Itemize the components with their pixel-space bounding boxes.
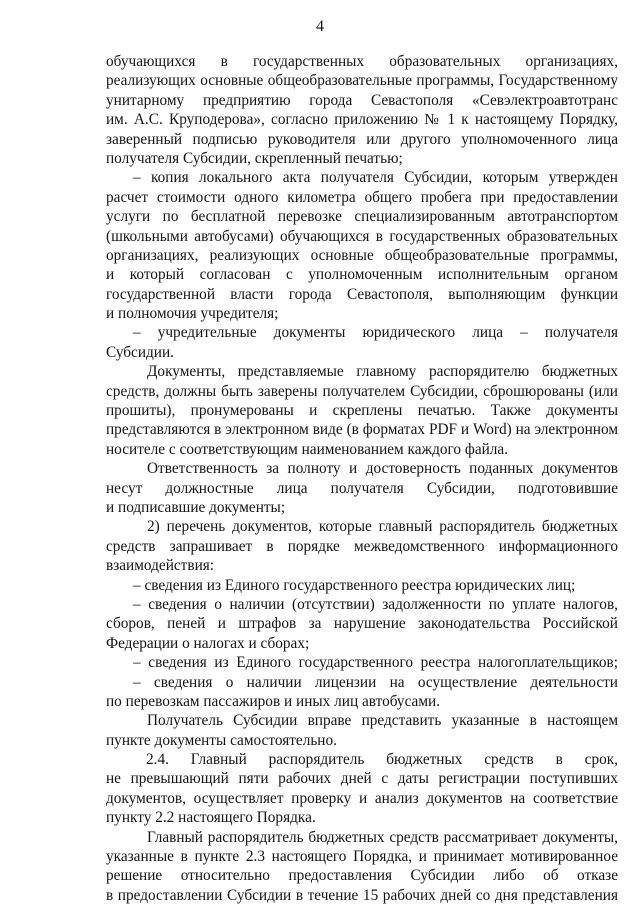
text-line: заверенный подписью руководителя или другого уполномоченного лица [106,130,618,148]
paragraph-first-line: Ответственность за полноту и достоверность поданных документов [147,460,618,478]
text-line: указанные в пункте 2.3 настоящего Порядка, и принимает мотивированное [106,848,618,866]
text-line: реализующих основные общеобразовательные программы, Государственному [106,72,618,90]
page-number: 4 [316,18,324,35]
text-line: Субсидии. [106,343,175,361]
paragraph-first-line: Главный распорядитель бюджетных средств рассматривает документы, [147,828,618,846]
text-line: и полномочия учредителя; [106,305,279,323]
text-line: унитарному предприятию города Севастополя «Севэлектроавтотранс [106,91,618,109]
text-line: пункте документы самостоятельно. [106,731,337,749]
list-item-line: – сведения из Единого государственного реестра юридических лиц; [133,576,576,594]
paragraph-first-line: 2.4. Главный распорядитель бюджетных средств в срок, [146,751,618,769]
text-line: прошиты), пронумерованы и скреплены печатью. Также документы [106,402,618,420]
text-line: средств запрашивает в порядке межведомственного информационного [106,537,618,555]
text-line: представляются в электронном виде (в форматах PDF и Word) на электронном [106,421,618,439]
list-item-line: – копия локального акта получателя Субсидии, которым утвержден [133,169,618,187]
text-line: государственной власти города Севастополя, выполняющим функции [106,285,618,303]
list-item-line: – сведения о наличии лицензии на осуществление деятельности [133,673,618,691]
list-item-line: – сведения из Единого государственного реестра налогоплательщиков; [133,654,618,672]
text-line: по перевозкам пассажиров и иных лиц автобусами. [106,692,441,710]
text-line: средств, должны быть заверены получателем Субсидии, сброшюрованы (или [106,382,618,400]
text-line: несут должностные лица получателя Субсидии, подготовившие [106,479,618,497]
text-line: (школьными автобусами) обучающихся в государственных образовательных [106,227,618,245]
paragraph-first-line: Получатель Субсидии вправе представить указанные в настоящем [147,712,618,730]
text-line: документов, осуществляет проверку и анализ документов на соответствие [106,789,618,807]
text-line: пункту 2.2 настоящего Порядка. [106,809,316,827]
text-line: получателя Субсидии, скрепленный печатью; [106,149,403,167]
paragraph-first-line: Документы, представляемые главному распорядителю бюджетных [147,363,618,381]
text-line: решение относительно предоставления Субсидии либо об отказе [106,867,618,885]
text-line: расчет стоимости одного километра общего пробега при предоставлении [106,188,618,206]
text-line: и который согласован с уполномоченным исполнительным органом [106,266,618,284]
text-line: сборов, пеней и штрафов за нарушение законодательства Российской [106,615,618,633]
text-line: Федерации о налогах и сборах; [106,634,310,652]
text-line: в предоставлении Субсидии в течение 15 рабочих дней со дня представления [106,886,618,904]
document-body [106,52,618,905]
text-line: взаимодействия: [106,557,215,575]
text-line: и подписавшие документы; [106,498,286,516]
paragraph-first-line: 2) перечень документов, которые главный распорядитель бюджетных [147,518,618,536]
text-line: не превышающий пяти рабочих дней с даты регистрации поступивших [106,770,618,788]
text-line: обучающихся в государственных образовательных организациях, [106,53,618,70]
text-line: организациях, реализующих основные общеобразовательные программы, [106,246,618,264]
text-line: услуги по бесплатной перевозке специализированным автотранспортом [106,208,618,226]
text-line: носителе с соответствующим наименованием каждого файла. [106,440,509,458]
list-item-line: – сведения о наличии (отсутствии) задолженности по уплате налогов, [133,595,618,613]
list-item-line: – учредительные документы юридического лица – получателя [133,324,618,342]
text-line: им. А.С. Круподерова», согласно приложению № 1 к настоящему Порядку, [106,111,618,129]
